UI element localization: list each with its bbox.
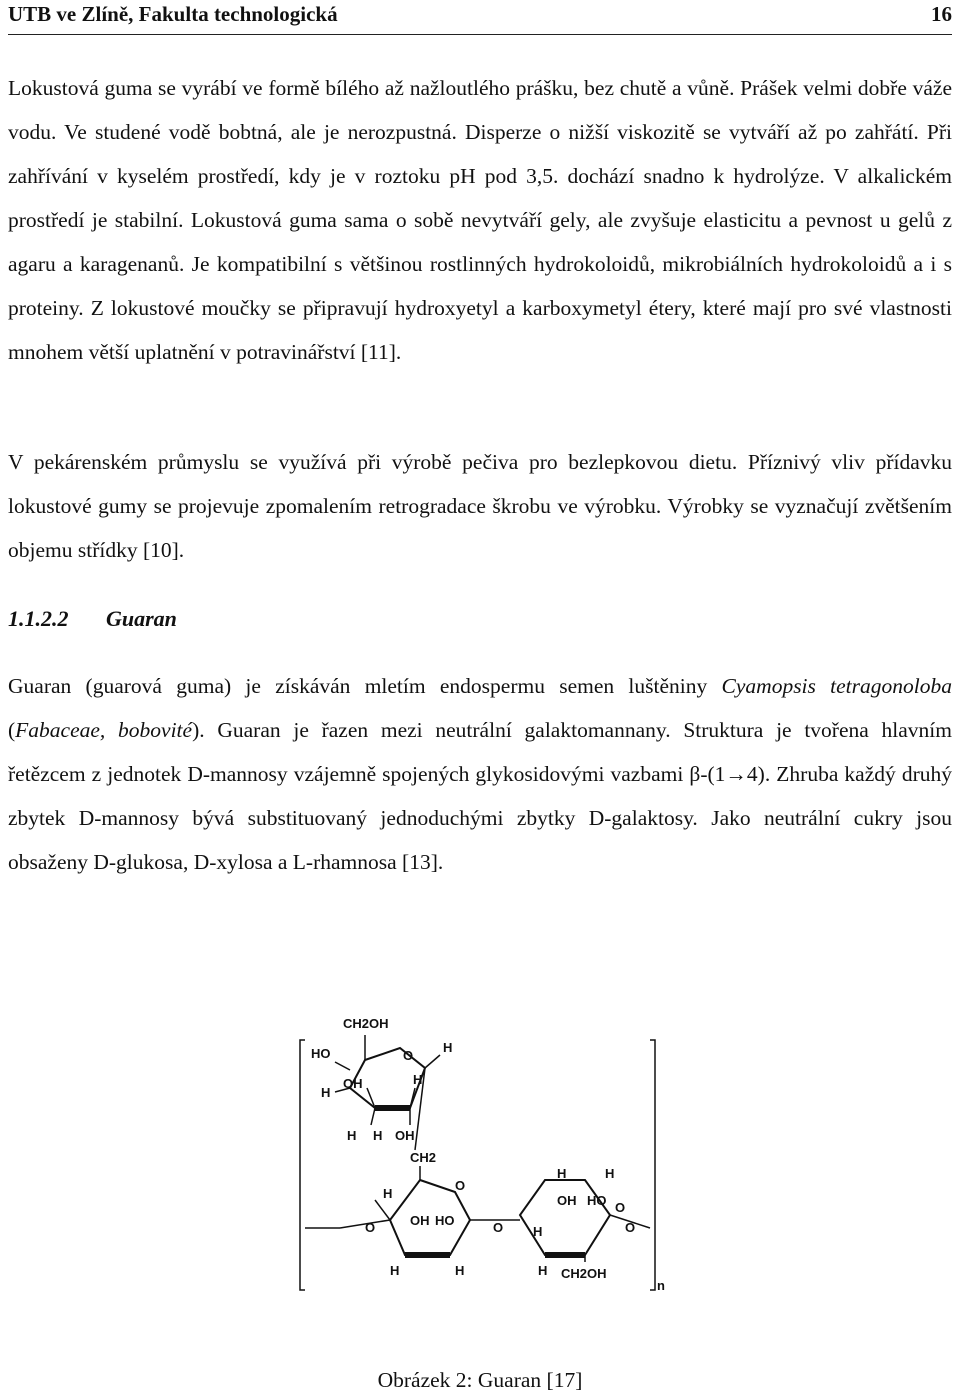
label-h: H (413, 1072, 423, 1087)
label-oh: OH (395, 1128, 415, 1143)
section-number: 1.1.2.2 (8, 606, 69, 631)
label-o-ring2: O (455, 1178, 466, 1193)
page-number: 16 (931, 2, 952, 26)
label-h: H (347, 1128, 357, 1143)
label-h: H (538, 1263, 548, 1278)
right-bracket (650, 1040, 655, 1290)
paragraph-bakery: V pekárenském průmyslu se využívá při výrobě pečiva pro bezlepkovou dietu. Příznivý vliv přídavku lokustové gumy se projevuje zpomalením retrogradace škrobu ve výrobku. Výrobky se vyznačují zvětšením objemu střídky [10]. (8, 450, 952, 562)
label-h: H (557, 1166, 567, 1181)
paragraph-locust-gum: Lokustová guma se vyrábí ve formě bílého až nažloutlého prášku, bez chutě a vůně. Prášek velmi dobře váže vodu. Ve studené vodě bobtná, ale je nerozpustná. Disperze o nižší viskozitě se vytváří až po zahřátí. Při zahřívání v kyselém prostředí, kdy je v roztoku pH pod 3,5. dochází snadno k hydrolýze. V alkalickém prostředí je stabilní. Lokustová guma sama o sobě nevytváří gely, ale zvyšuje elasticitu a pevnost u gelů z agaru a karagenanů. Je kompatibilní s většinou rostlinných hydrokoloidů, mikrobiálních hydrokoloidů a i s proteiny. Z lokustové moučky se připravují hydroxyetyl a karboxymetyl étery, které mají pro své vlastnosti mnohem větší uplatnění v potravinářství [11]. (8, 76, 952, 364)
mannose-ring-left (305, 1178, 520, 1278)
guaran-text-1: Guaran (guarová guma) je získáván mletím endospermu semen luštěniny (8, 674, 722, 698)
section-title: Guaran (106, 606, 177, 631)
mannose-ring-right (520, 1166, 650, 1281)
family-name: Fabaceae, bobovité (15, 718, 193, 742)
label-ho: HO (311, 1046, 331, 1061)
label-oh: OH (343, 1076, 363, 1091)
label-oh: OH (557, 1193, 577, 1208)
label-h: H (390, 1263, 400, 1278)
label-h: H (373, 1128, 383, 1143)
label-h: H (533, 1224, 543, 1239)
guaran-text-2: ( (8, 718, 16, 742)
label-o-bridge: O (493, 1220, 504, 1235)
label-h: H (383, 1186, 393, 1201)
paragraph-guaran (8, 664, 952, 884)
label-h: H (605, 1166, 615, 1181)
label-o-right: O (625, 1220, 636, 1235)
label-oh: OH (410, 1213, 430, 1228)
label-o-ring1: O (403, 1048, 414, 1063)
galactose-ring (311, 1016, 452, 1150)
repeat-n-label: n (657, 1278, 665, 1293)
label-ch2oh-bottom: CH2OH (561, 1266, 607, 1281)
label-ch2: CH2 (410, 1150, 437, 1165)
label-ch2oh-top: CH2OH (343, 1016, 389, 1031)
figure-caption: Obrázek 2: Guaran [17] (377, 1368, 583, 1392)
header-title: UTB ve Zlíně, Fakulta technologická (8, 2, 338, 26)
label-h: H (443, 1040, 453, 1055)
page-header (8, 0, 952, 35)
label-o-left: O (365, 1220, 376, 1235)
label-o-ring3: O (615, 1200, 626, 1215)
label-h: H (321, 1085, 331, 1100)
label-h: H (455, 1263, 465, 1278)
label-ho: HO (587, 1193, 607, 1208)
guaran-structure-diagram (295, 1000, 685, 1300)
label-ho: HO (435, 1213, 455, 1228)
species-name: Cyamopsis tetragonoloba (721, 674, 952, 698)
left-bracket (300, 1040, 305, 1290)
guaran-text-3: ). Guaran je řazen mezi neutrální galaktomannany. Struktura je tvořena hlavním řetězcem z jednotek D-mannosy vzájemně spojených glykosidovými vazbami β-(1→4). Zhruba každý druhý zbytek D-mannosy bývá substituovaný jednoduchými zbytky D-galaktosy. Jako neutrální cukry jsou obsaženy D-glukosa, D-xylosa a L-rhamnosa [13]. (8, 718, 952, 874)
section-heading (8, 606, 177, 632)
